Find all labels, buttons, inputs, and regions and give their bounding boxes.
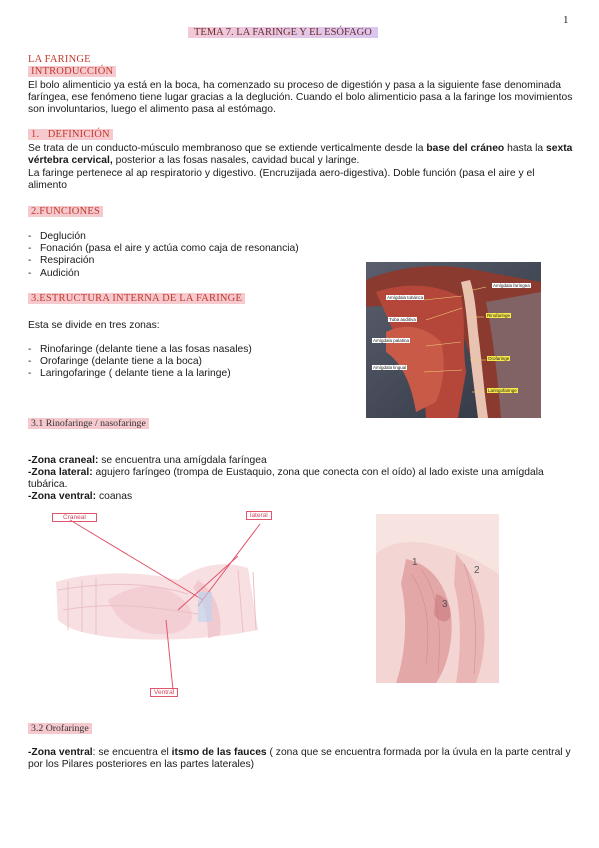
zona-label: -Zona craneal: [28,455,99,466]
rinofaringe-diagram-svg [48,510,288,700]
text-span: Se trata de un conducto-músculo membranoso que se extiende verticalmente desde la [28,143,427,154]
rinofaringe-photo-svg [376,514,499,683]
estructura-list [28,344,348,381]
text-span: : se encuentra el [92,747,172,758]
photo-number-1: 1 [412,557,418,568]
bold-term-base-craneo: base del cráneo [426,143,505,154]
photo-number-3: 3 [442,599,448,610]
zona-label: -Zona lateral: [28,467,93,478]
definicion-paragraph-2: La faringe pertenece al ap respiratorio y digestivo. (Encruzijada aero-digestiva). Doble función (pasa el aire y el alimento [28,168,535,192]
rinofaringe-lateral [28,467,573,491]
list-item: - Rinofaringe (delante tiene a las fosas nasales) [28,344,348,356]
rinofaringe-photo [376,514,499,683]
page-number: 1 [563,14,569,26]
rinofaringe-ventral [28,491,573,503]
bold-term-itsmo: itsmo de las fauces [171,747,267,758]
list-item: - Deglución [28,231,348,243]
orofaringe-heading-text: 3.2 Orofaringe [28,723,92,734]
zona-label: -Zona ventral: [28,491,97,502]
list-item: - Respiración [28,255,348,267]
page-title [188,27,378,38]
definicion-title: DEFINICIÓN [47,129,110,140]
list-item: - Audición [28,268,348,280]
definicion-paragraph-1 [28,143,573,167]
rinofaringe-craneal [28,455,573,467]
section-heading-faringe: LA FARINGE [28,54,91,65]
text-span: ( zona que se encuentra formada por la úvula en la parte central y por los Pilares posteriores en las partes laterales) [28,747,571,771]
rinofaringe-heading [28,418,149,429]
text-span: agujero faríngeo (trompa de Eustaquio, zona que conecta con el oído) al lado existe una amígdala tubárica. [28,467,544,491]
photo-number-2: 2 [474,565,480,576]
text-span: hasta la [504,143,547,154]
page-title-text: TEMA 7. LA FARINGE Y EL ESÓFAGO [188,27,378,38]
list-item: - Fonación (pasa el aire y actúa como caja de resonancia) [28,243,348,255]
funciones-heading [28,206,103,217]
definicion-heading [28,129,113,140]
estructura-heading [28,293,245,304]
estructura-heading-text: 3.ESTRUCTURA INTERNA DE LA FARINGE [28,293,245,304]
orofaringe-ventral [28,747,573,771]
diagram-label-lateral: lateral [246,511,272,520]
bold-term-sexta-vertebra: sexta vértebra cervical, [28,143,573,167]
zona-label: -Zona ventral [28,747,93,758]
list-item: - Orofaringe (delante tiene a la boca) [28,356,348,368]
intro-paragraph: El bolo alimenticio ya está en la boca, ha comenzado su proceso de digestión y pasa a la siguiente fase denominada faríngea, ese fenómeno tiene lugar gracias a la deglución. Cuando el bolo alimenticio pasa a la faringe los movimientos son involuntarios, luego el alimento pasa al estómago. [28,80,573,116]
intro-heading-text: INTRODUCCIÓN [28,66,116,77]
funciones-list [28,231,348,280]
funciones-heading-text: 2.FUNCIONES [28,206,103,217]
text-span: posterior a las fosas nasales, cavidad bucal y laringe. [112,155,360,167]
rinofaringe-diagram [48,510,288,700]
rinofaringe-heading-text: 3.1 Rinofaringe / nasofaringe [28,418,149,429]
orofaringe-heading [28,723,92,734]
text-span: coanas [96,491,133,502]
diagram-label-craneal: Craneal [52,513,97,522]
intro-heading [28,66,116,77]
label-laringofaringe: Laringofaringe [488,388,517,393]
label-amigdala-palatina: Amígdala palatina [373,338,410,343]
estructura-intro: Esta se divide en tres zonas: [28,320,160,331]
text-span: se encuentra una amígdala faríngea [98,455,267,466]
label-amigdala-faringea: Amígdala faríngea [493,283,530,288]
label-orofaringe: Orofaringe [488,356,510,361]
definicion-heading-text [28,129,113,140]
diagram-label-ventral: Ventral [150,688,178,697]
label-amigdala-lingual: Amígdala lingual [373,365,407,370]
label-tuba-auditiva: Tuba auditiva [389,317,416,322]
label-amigdala-tubarica: Amígdala tubárica [387,295,424,300]
anatomy-sagittal-image [366,262,541,418]
list-item: - Laringofaringe ( delante tiene a la laringe) [28,368,348,380]
definicion-number: 1. [31,129,40,140]
label-rinofaringe: Rinofaringe [487,313,511,318]
